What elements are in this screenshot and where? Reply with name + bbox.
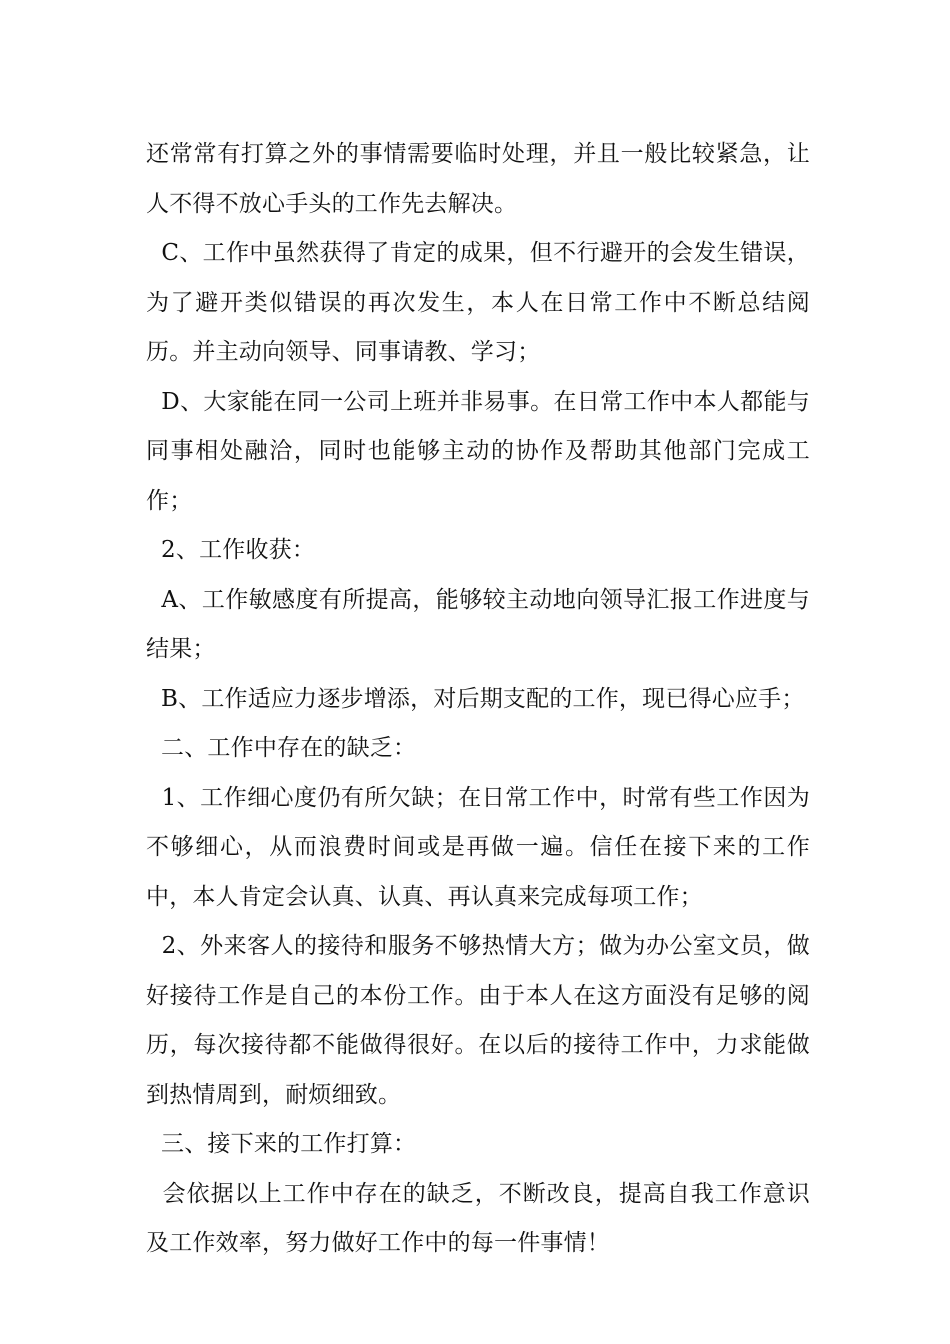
paragraph-10: 三、接下来的工作打算： [146,1131,417,1157]
document-body [146,130,810,1269]
paragraph-6: B、工作适应力逐步增添，对后期支配的工作，现已得心应手； [146,685,805,712]
paragraph-11: 会依据以上工作中存在的缺乏，不断改良，提高自我工作意识及工作效率，努力做好工作中的每一件事情！ [146,1180,810,1256]
paragraph-4: 2、工作收获： [146,537,316,563]
paragraph-2: C、工作中虽然获得了肯定的成果，但不行避开的会发生错误，为了避开类似错误的再次发生，本人在日常工作中不断总结阅历。并主动向领导、同事请教、学习； [146,240,810,365]
paragraph-1: 还常常有打算之外的事情需要临时处理，并且一般比较紧急，让人不得不放心手头的工作先去解决。 [146,141,810,217]
paragraph-3: D、大家能在同一公司上班并非易事。在日常工作中本人都能与同事相处融洽，同时也能够主动的协作及帮助其他部门完成工作； [146,388,810,514]
paragraph-8: 1、工作细心度仍有所欠缺；在日常工作中，时常有些工作因为不够细心，从而浪费时间或是再做一遍。信任在接下来的工作中，本人肯定会认真、认真、再认真来完成每项工作； [146,784,810,910]
paragraph-7: 二、工作中存在的缺乏： [146,735,417,761]
paragraph-5: A、工作敏感度有所提高，能够较主动地向领导汇报工作进度与结果； [146,586,810,662]
paragraph-9: 2、外来客人的接待和服务不够热情大方；做为办公室文员，做好接待工作是自己的本份工作。由于本人在这方面没有足够的阅历，每次接待都不能做得很好。在以后的接待工作中，力求能做到热情周到，耐烦细致。 [146,933,810,1108]
